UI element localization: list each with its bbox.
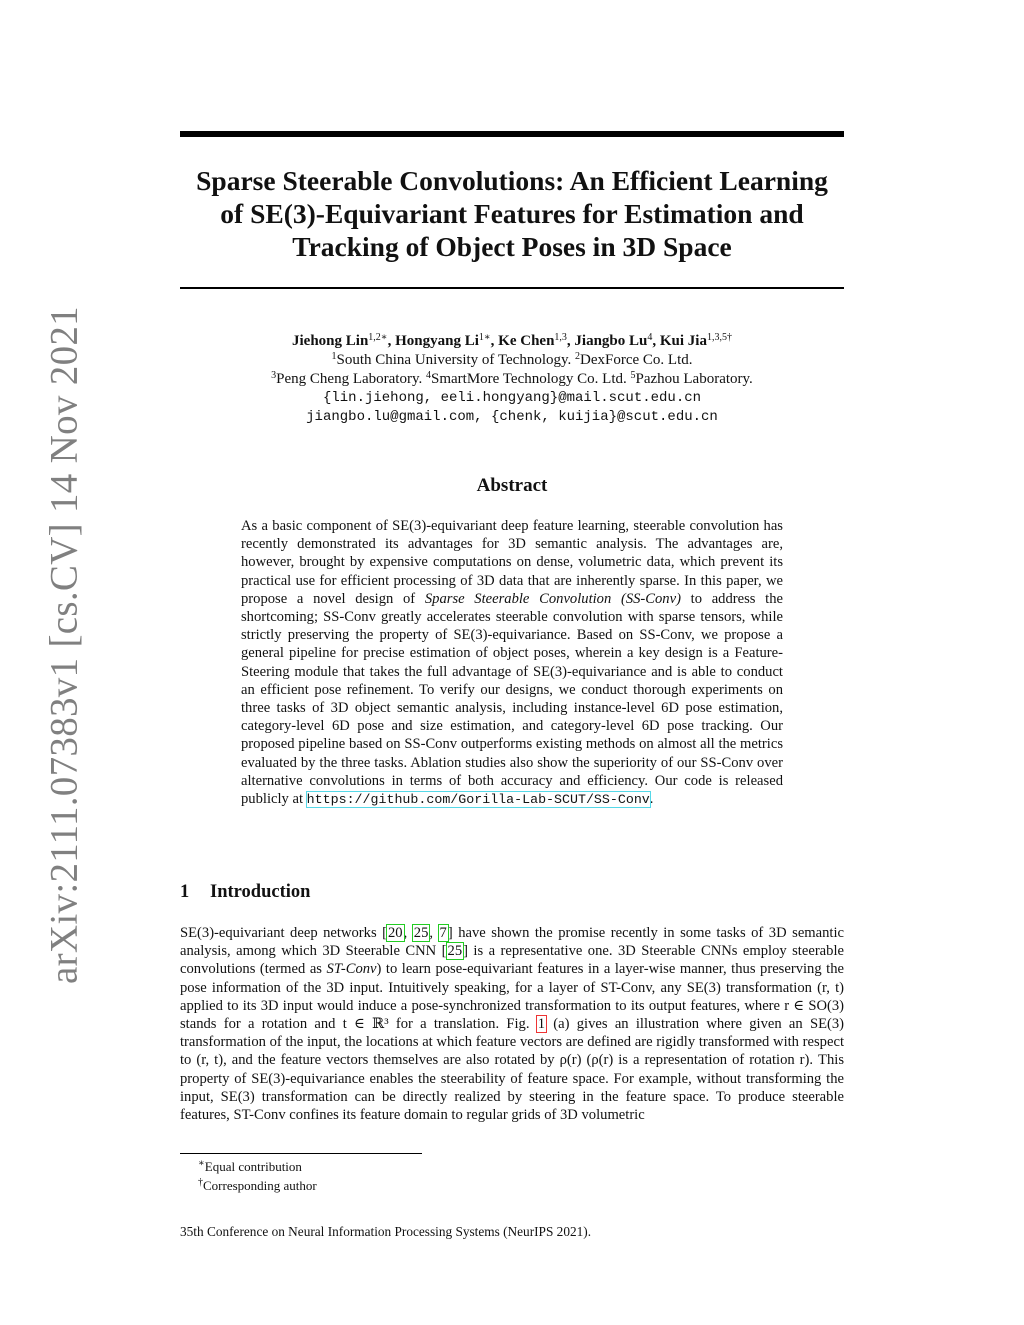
author-name: Kui Jia: [659, 333, 707, 349]
affiliation-line-1: $^1$South China University of Technology. $^2$DexForce Co. Ltd.: [331, 351, 693, 368]
author-affiliation-mark: 1,3: [554, 332, 567, 343]
citation-link[interactable]: 25: [447, 943, 463, 960]
abstract-emphasis: Sparse Steerable Convolution (SS-Conv): [424, 590, 681, 607]
affiliation: DexForce Co. Ltd.: [580, 352, 693, 368]
footnote-equal-contribution: ∗Equal contribution: [198, 1158, 302, 1174]
email-line-1: {lin.jiehong, eeli.hongyang}@mail.scut.edu.cn: [322, 390, 702, 406]
section-number: 1: [180, 882, 190, 902]
footnote-corresponding-author: †Corresponding author: [198, 1177, 317, 1193]
title-bottom-rule: [180, 287, 844, 289]
intro-emphasis: ST-Conv: [326, 961, 377, 978]
citation-link[interactable]: 25: [413, 925, 429, 941]
footnotes: [198, 1157, 317, 1195]
title-line-2: of SE(3)-Equivariant Features for Estimation and: [220, 198, 804, 229]
title-line-1: Sparse Steerable Convolutions: An Efficient Learning: [196, 165, 828, 196]
affiliation: South China University of Technology.: [336, 352, 572, 368]
author-name: Jiangbo Lu: [574, 333, 648, 349]
affiliation-line-2: $^3$Peng Cheng Laboratory. $^4$SmartMore Technology Co. Ltd. $^5$Pazhou Laboratory.: [271, 370, 753, 387]
author-name: Ke Chen: [498, 333, 555, 349]
affiliation: Peng Cheng Laboratory.: [276, 371, 423, 387]
author-affiliation-mark: 4: [647, 332, 653, 343]
author-affiliation-mark: 1,2∗: [368, 332, 388, 343]
title-line-3: Tracking of Object Poses in 3D Space: [292, 231, 732, 262]
arxiv-identifier-stamp: arXiv:2111.07383v1 [cs.CV] 14 Nov 2021: [42, 306, 86, 984]
affiliation: SmartMore Technology Co. Ltd.: [431, 371, 627, 387]
code-repository-link[interactable]: https://github.com/Gorilla-Lab-SCUT/SS-Conv: [306, 792, 650, 808]
author-affiliation-mark: 1∗: [478, 332, 491, 343]
email-line-2: jiangbo.lu@gmail.com, {chenk, kuijia}@scut.edu.cn: [306, 409, 718, 425]
author-list: Jiehong Lin$^{1,2∗}$, Hongyang $Li^{1∗}$, Ke Chen$^{1,3}$, Jiangbo Lu$^4$, Kui Jia$^{1,3,5\dagger}$: [292, 332, 732, 349]
author-affiliation-mark: 1,3,5†: [706, 332, 732, 343]
abstract-heading: Abstract: [476, 475, 548, 496]
figure-reference-link[interactable]: 1: [537, 1016, 546, 1033]
citation-link[interactable]: 7: [439, 925, 447, 941]
introduction-paragraph: SE(3)-equivariant deep networks [20, 25, 7] have shown the promise recently in some tasks of 3D semantic analysis, among which 3D Steerable CNN [25] is a representative one. 3D Steerable CNNs employ steerable convolutions (termed as ST-Conv) to learn pose-equivariant features in a layer-wise manner, thus preserving the pose information of the 3D input. Intuitively speaking, for a layer of ST-Conv, any SE(3) transformation (r, t) applied to its 3D input would induce a pose-synchronized transformation to its output features, where r ∈ SO(3) stands for a rotation and t ∈ ℝ³ for a translation. Fig. 1 (a) gives an illustration where given an SE(3) transformation of the input, the locations at which feature vectors are defined are rigidly transformed with respect to (r, t), and the feature vectors themselves are also rotated by ρ(r) (ρ(r) is a representation of rotation r). This property of SE(3)-equivariance enables the steerability of feature space. For example, without transforming the input, SE(3) transformation can be directly realized by steering in the feature space. To produce steerable features, ST-Conv confines its feature domain to regular grids of 3D volumetric: [180, 925, 845, 1124]
conference-note: 35th Conference on Neural Information Processing Systems (NeurIPS 2021).: [180, 1224, 592, 1239]
affiliation: Pazhou Laboratory.: [635, 371, 753, 387]
author-name: Hongyang Li: [395, 333, 479, 349]
author-block: [180, 332, 844, 427]
title-top-rule: [180, 131, 844, 137]
section-heading-introduction: [180, 882, 310, 903]
section-title: Introduction: [210, 882, 311, 902]
abstract-body: As a basic component of SE(3)-equivariant deep feature learning, steerable convolution has recently demonstrated its advantages for 3D semantic analysis. The advantages are, however, brought by expensive computations on dense, volumetric data, which prevent its practical use for efficient processing of 3D data that are inherently sparse. In this paper, we propose a novel design of Sparse Steerable Convolution (SS-Conv) to address the shortcoming; SS-Conv greatly accelerates steerable convolution with sparse tensors, while strictly preserving the property of SE(3)-equivariance. Based on SS-Conv, we propose a general pipeline for precise estimation of object poses, wherein a key design is a Feature-Steering module that takes the full advantage of SE(3)-equivariance and is able to conduct an efficient pose refinement. To verify our designs, we conduct thorough experiments on three tasks of 3D object semantic analysis, including instance-level 6D pose estimation, category-level 6D pose and size estimation, and category-level 6D pose tracking. Our proposed pipeline based on SS-Conv outperforms existing methods on almost all the metrics evaluated by the three tasks. Ablation studies also show the superiority of our SS-Conv over alternative convolutions in terms of both accuracy and efficiency. Our code is released publicly at https://github.com/Gorilla-Lab-SCUT/SS-Conv.: [241, 518, 783, 808]
paper-title: [180, 164, 844, 263]
footnote-rule: [180, 1153, 422, 1154]
author-name: Jiehong Lin: [292, 333, 369, 349]
citation-link[interactable]: 20: [388, 925, 403, 941]
